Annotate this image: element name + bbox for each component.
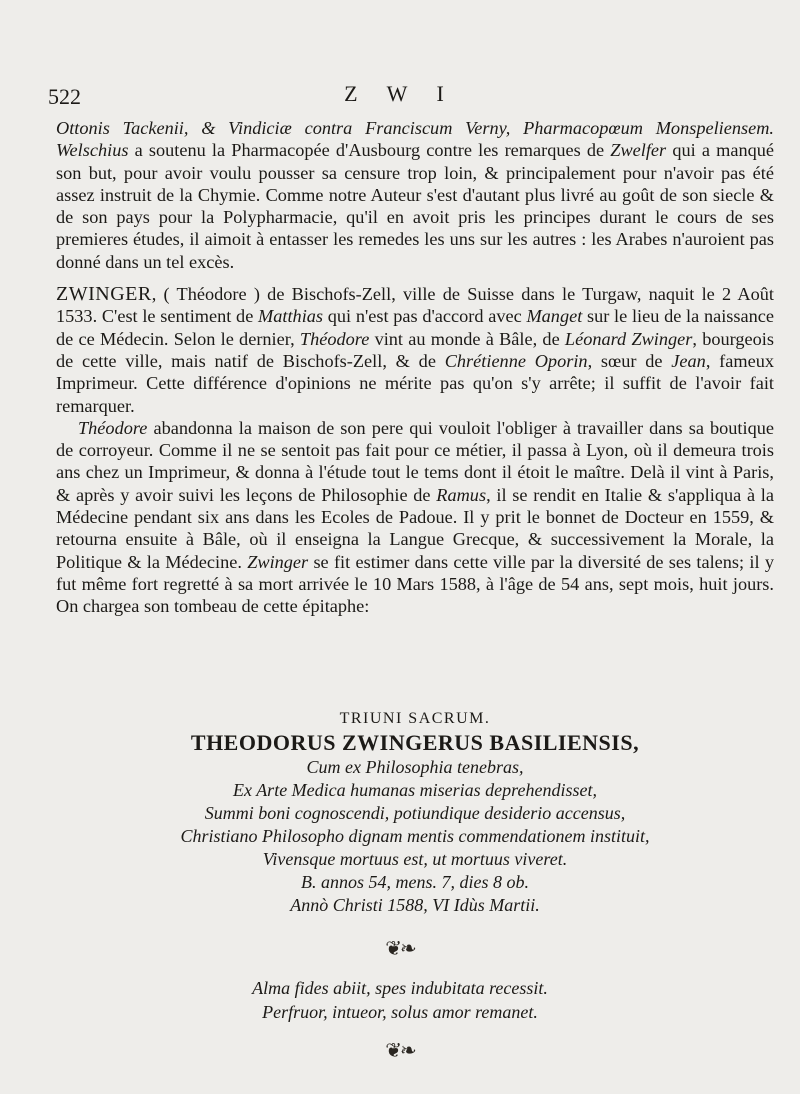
entry-zwinger [56, 283, 774, 417]
ornament-icon: ❦❧ [385, 1040, 415, 1062]
italic-text: Jean [671, 350, 706, 371]
epitaph-line: Cum ex Philosophia tenebras, [306, 757, 524, 777]
body-text: , bourgeois de cette ville, mais natif de Bischofs-Zell, & de [56, 328, 774, 371]
body-text: , ( Théodore ) de Bischofs-Zell, ville de Suisse dans le Turgaw, naquit le 2 Août 1533. C'est le sentiment de [56, 284, 774, 327]
page-number: 522 [48, 84, 81, 109]
epitaph-line: Ex Arte Medica humanas miserias deprehendisset, [233, 780, 597, 800]
epitaph-line: Vivensque mortuus est, ut mortuus viveret. [262, 849, 568, 869]
paragraph-continuation [56, 117, 774, 273]
body-text: qui n'est pas d'accord avec [323, 306, 527, 327]
italic-text: Ottonis Tackenii, & Vindiciæ contra Franciscum Verny, Pharmacopœum Monspeliensem. [56, 118, 774, 138]
body-text: , fameux Imprimeur. Cette différence d'opinions ne mérite pas qu'on s'y arrête; il suffit de l'avoir fait remarquer. [56, 350, 774, 416]
body-text: , sœur de [587, 350, 672, 371]
body-text: a soutenu la Pharmacopée d'Ausbourg contre les remarques de [128, 140, 611, 161]
italic-text: Matthias [258, 306, 324, 327]
running-head: Z W I [344, 81, 456, 106]
epitaph-line: Christiano Philosopho dignam mentis commendationem instituit, [180, 826, 650, 846]
italic-text: Welschius [56, 140, 129, 161]
italic-text: Théodore [78, 417, 148, 438]
closing-verse [0, 976, 800, 1024]
italic-text: Ramus [436, 484, 487, 505]
epitaph-heading: TRIUNI SACRUM. [339, 710, 491, 727]
epitaph [56, 710, 774, 917]
epitaph-name: THEODORUS ZWINGERUS BASILIENSIS, [190, 730, 640, 755]
body-text: sur le lieu de la naissance de ce Médecin. Selon le dernier, [56, 306, 775, 349]
verse-line: Perfruor, intueor, solus amor remanet. [262, 1002, 538, 1022]
body-text: vint au monde à Bâle, de [369, 328, 565, 349]
paragraph [56, 417, 774, 618]
italic-text: Chrétienne Oporin [444, 350, 588, 371]
italic-text: Léonard Zwinger [564, 328, 693, 349]
epitaph-line: Annò Christi 1588, VI Idùs Martii. [290, 895, 540, 915]
ornament-icon: ❦❧ [385, 938, 415, 960]
italic-text: Manget [526, 306, 583, 327]
entry-headword: ZWINGER [56, 283, 152, 306]
body-text: qui a manqué son but, pour avoir voulu pousser sa censure trop loin, & principalement pour n'avoir pas été assez instruit de la Chymie. Comme notre Auteur s'est d'autant plus livré au goût de son siecle & de son pays pour la Polypharmacie, qu'il en avoit pris les principes durant le cours de ses premieres études, il aimoit à entasser les remedes les uns sur les autres : les Arabes n'auroient pas donné dans un tel excès. [56, 140, 774, 272]
epitaph-line: Summi boni cognoscendi, potiundique desiderio accensus, [204, 803, 626, 823]
italic-text: Zwinger [247, 551, 309, 572]
body-text: abandonna la maison de son pere qui vouloit l'obliger à travailler dans sa boutique de corroyeur. Comme il ne se sentoit pas fait pour ce métier, il passa à Lyon, où il demeura trois ans chez un Imprimeur, & donna à l'étude tout le tems dont il étoit le maître. Delà il vint à Paris, & après y avoir suivi les leçons de Philosophie de [56, 417, 774, 505]
italic-text: Théodore [299, 328, 370, 349]
page-body [56, 117, 774, 618]
body-text: , il se rendit en Italie & s'appliqua à la Médecine pendant six ans dans les Ecoles de Padoue. Il y prit le bonnet de Docteur en 1559, & retourna ensuite à Bâle, où il enseigna la Langue Grecque, & successivement la Morale, la Politique & la Médecine. [56, 484, 774, 572]
verse-line: Alma fides abiit, spes indubitata recessit. [252, 978, 548, 998]
italic-text: Zwelfer [610, 140, 667, 161]
body-text: se fit estimer dans cette ville par la diversité de ses talens; il y fut même fort regretté à sa mort arrivée le 10 Mars 1588, à l'âge de 54 ans, sept mois, huit jours. On chargea son tombeau de cette épitaphe: [56, 551, 774, 617]
epitaph-line: B. annos 54, mens. 7, dies 8 ob. [301, 872, 529, 892]
